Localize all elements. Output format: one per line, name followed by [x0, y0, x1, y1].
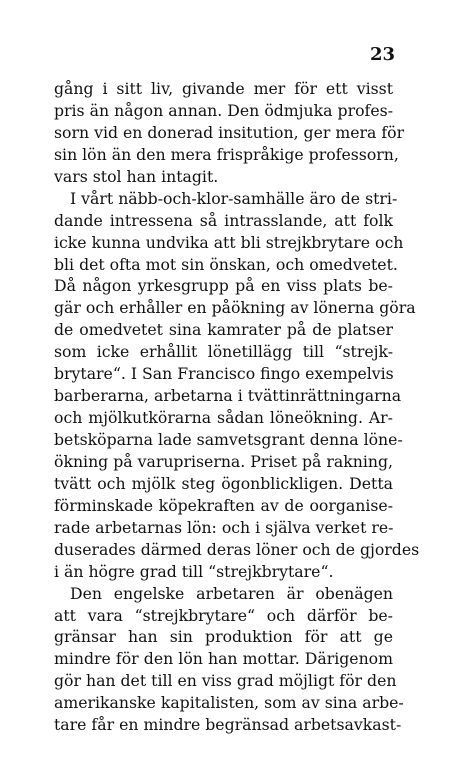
text-line: pris än någon annan. Den ödmjuka profes- [54, 100, 393, 120]
text-line: att vara “strejkbrytare“ och därför be- [54, 605, 393, 625]
text-line: betsköparna lade samvetsgrant denna löne- [54, 430, 403, 449]
text-line: gör han det till en viss grad möjligt för den [54, 671, 397, 691]
text-line: brytare“. I San Francisco fingo exempelvis [54, 364, 394, 384]
text-line: ökning på varupriserna. Priset på rakning, [54, 451, 393, 471]
text-line: och mjölkutkörarna sådan löneökning. Ar- [54, 408, 393, 428]
text-line: gränsar han sin produktion för att ge [54, 627, 393, 647]
text-line: amerikanske kapitalisten, som av sina arbe- [54, 693, 404, 713]
text-line: tare får en mindre begränsad arbetsavkast- [54, 715, 402, 735]
body-text [54, 78, 420, 736]
text-line: sin lön än den mera frispråkige professorn, [54, 144, 399, 164]
text-line: förminskade köpekraften av de oorganise- [54, 495, 393, 515]
text-line: barberarna, arbetarna i tvättinrättningarna [54, 386, 402, 406]
text-line: Då någon yrkesgrupp på en viss plats be- [54, 276, 393, 296]
text-line: gång i sitt liv, givande mer för ett visst [54, 79, 393, 98]
text-line: som icke erhållit lönetillägg till “strejk- [54, 342, 393, 362]
text-line: tvätt och mjölk steg ögonblickligen. Detta [54, 473, 393, 493]
text-line: bli det ofta mot sin önskan, och omedvetet. [54, 254, 398, 274]
text-line: dande intressena så intrasslande, att folk [54, 210, 393, 230]
page-number: 23 [369, 44, 395, 65]
text-line: de omedvetet sina kamrater på de platser [54, 320, 393, 340]
text-line: i än högre grad till “strejkbrytare“. [54, 561, 334, 581]
text-line: sorn vid en donerad insitution, ger mera för [54, 122, 405, 142]
text-line: duserades därmed deras löner och de gjordes [54, 539, 420, 559]
text-line: icke kunna undvika att bli strejkbrytare och [54, 232, 404, 252]
text-line: vars stol han intagit. [54, 166, 219, 186]
text-line: rade arbetarnas lön: och i själva verket re- [54, 517, 394, 537]
text-line: gär och erhåller en påökning av lönerna göra [54, 298, 416, 318]
text-line: Den engelske arbetaren är obenägen [70, 583, 393, 603]
text-line: mindre för den lön han mottar. Därigenom [54, 649, 393, 669]
text-line: I vårt näbb-och-klor-samhälle äro de stri- [70, 188, 398, 208]
